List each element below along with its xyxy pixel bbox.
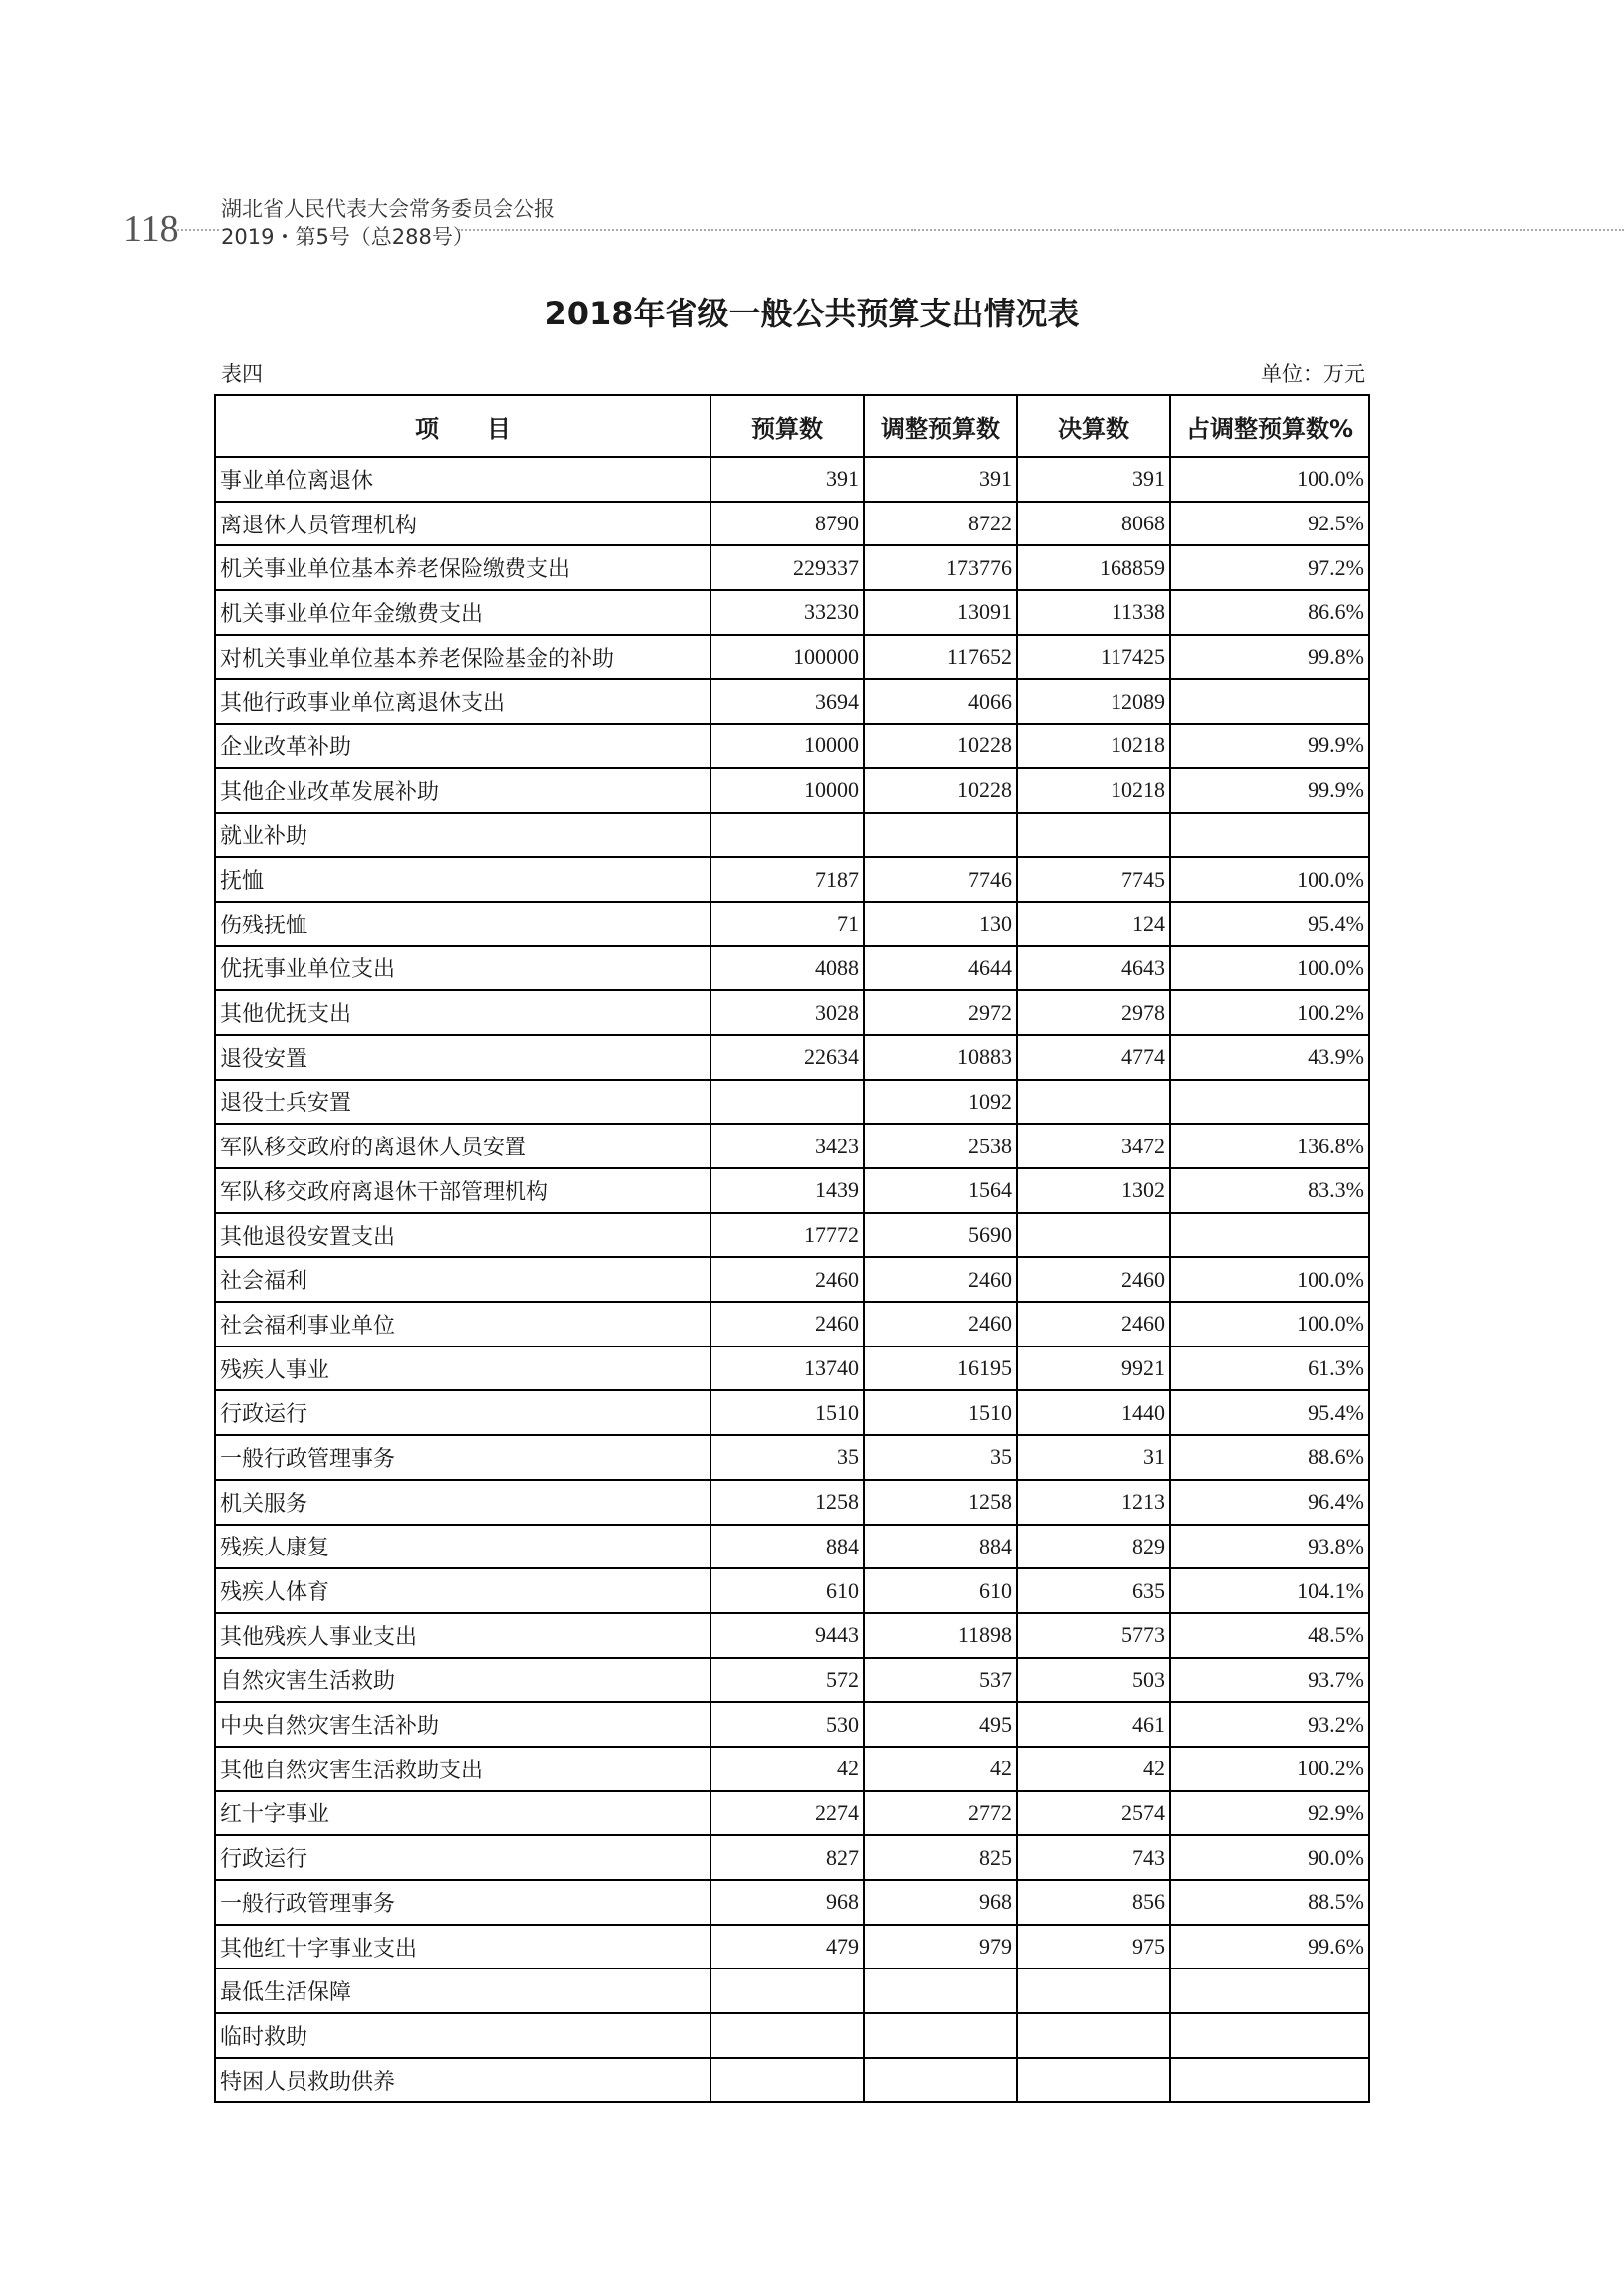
final-cell: 391 [1017,457,1170,502]
percent-cell: 97.2% [1170,545,1369,590]
percent-cell [1170,1080,1369,1125]
table-row [215,1035,1369,1080]
table-row [215,1568,1369,1613]
percent-cell: 99.8% [1170,635,1369,680]
item-name-cell: 其他退役安置支出 [215,1213,710,1258]
adjusted-budget-cell: 495 [864,1702,1017,1747]
table-row [215,1080,1369,1125]
adjusted-budget-cell: 968 [864,1880,1017,1925]
adjusted-budget-cell [864,813,1017,858]
budget-cell: 968 [710,1880,864,1925]
final-cell: 2460 [1017,1257,1170,1302]
final-cell: 3472 [1017,1124,1170,1168]
percent-cell: 93.8% [1170,1525,1369,1569]
item-name-cell: 其他优抚支出 [215,990,710,1035]
table-row [215,1302,1369,1347]
final-cell: 9921 [1017,1347,1170,1391]
adjusted-budget-cell: 7746 [864,857,1017,902]
item-name-cell: 事业单位离退休 [215,457,710,502]
adjusted-budget-cell: 2460 [864,1302,1017,1347]
budget-cell: 1258 [710,1480,864,1525]
table-row [215,1435,1369,1480]
percent-cell: 86.6% [1170,590,1369,635]
budget-cell [710,2013,864,2058]
percent-cell: 92.9% [1170,1791,1369,1836]
final-cell: 7745 [1017,857,1170,902]
table-row [215,1613,1369,1658]
header-divider-left [177,229,219,231]
percent-cell: 99.6% [1170,1925,1369,1969]
final-cell: 1213 [1017,1480,1170,1525]
table-row [215,1747,1369,1791]
adjusted-budget-cell: 2538 [864,1124,1017,1168]
percent-cell: 95.4% [1170,902,1369,946]
adjusted-budget-cell: 4644 [864,946,1017,991]
final-cell: 503 [1017,1658,1170,1703]
budget-cell [710,1080,864,1125]
budget-cell: 71 [710,902,864,946]
adjusted-budget-cell: 2772 [864,1791,1017,1836]
percent-cell: 99.9% [1170,724,1369,768]
adjusted-budget-cell: 5690 [864,1213,1017,1258]
percent-cell: 100.0% [1170,1257,1369,1302]
table-row [215,857,1369,902]
table-row [215,2013,1369,2058]
final-cell: 743 [1017,1835,1170,1880]
final-cell: 4774 [1017,1035,1170,1080]
item-name-cell: 行政运行 [215,1835,710,1880]
header-divider [458,229,1624,231]
issue-number: 2019・第5号（总288号） [221,225,474,249]
final-cell: 10218 [1017,724,1170,768]
table-row [215,1835,1369,1880]
adjusted-budget-cell: 35 [864,1435,1017,1480]
table-row [215,1525,1369,1569]
budget-cell: 42 [710,1747,864,1791]
table-row [215,679,1369,724]
adjusted-budget-cell: 884 [864,1525,1017,1569]
budget-cell: 530 [710,1702,864,1747]
final-cell [1017,813,1170,858]
budget-cell: 3694 [710,679,864,724]
item-name-cell: 残疾人事业 [215,1347,710,1391]
percent-cell: 93.7% [1170,1658,1369,1703]
budget-cell [710,813,864,858]
percent-cell: 92.5% [1170,502,1369,546]
item-name-cell: 行政运行 [215,1390,710,1435]
item-name-cell: 残疾人康复 [215,1525,710,1569]
item-name-cell: 离退休人员管理机构 [215,502,710,546]
percent-cell: 99.9% [1170,768,1369,813]
budget-cell: 827 [710,1835,864,1880]
table-row [215,946,1369,991]
budget-cell: 4088 [710,946,864,991]
budget-cell: 3423 [710,1124,864,1168]
budget-cell [710,1968,864,2013]
percent-cell [1170,2058,1369,2103]
percent-cell: 96.4% [1170,1480,1369,1525]
table-row [215,1480,1369,1525]
budget-cell: 2460 [710,1302,864,1347]
adjusted-budget-cell [864,2013,1017,2058]
expenditure-table [214,394,1370,2103]
final-cell: 856 [1017,1880,1170,1925]
final-cell: 117425 [1017,635,1170,680]
adjusted-budget-cell: 10883 [864,1035,1017,1080]
budget-cell: 391 [710,457,864,502]
adjusted-budget-cell: 825 [864,1835,1017,1880]
budget-cell: 33230 [710,590,864,635]
adjusted-budget-cell: 1258 [864,1480,1017,1525]
budget-cell: 884 [710,1525,864,1569]
percent-cell: 90.0% [1170,1835,1369,1880]
percent-cell [1170,2013,1369,2058]
adjusted-budget-cell: 10228 [864,768,1017,813]
budget-cell: 572 [710,1658,864,1703]
table-row [215,457,1369,502]
adjusted-budget-cell: 10228 [864,724,1017,768]
adjusted-budget-cell: 2972 [864,990,1017,1035]
item-name-cell: 军队移交政府的离退休人员安置 [215,1124,710,1168]
final-cell [1017,2058,1170,2103]
final-cell [1017,1080,1170,1125]
item-name-cell: 残疾人体育 [215,1568,710,1613]
percent-cell: 95.4% [1170,1390,1369,1435]
table-row [215,1390,1369,1435]
adjusted-budget-cell: 11898 [864,1613,1017,1658]
table-row [215,1257,1369,1302]
percent-cell: 88.5% [1170,1880,1369,1925]
percent-cell: 43.9% [1170,1035,1369,1080]
percent-cell: 83.3% [1170,1168,1369,1213]
table-row [215,768,1369,813]
item-name-cell: 退役安置 [215,1035,710,1080]
publication-name: 湖北省人民代表大会常务委员会公报 [221,197,555,221]
budget-cell: 35 [710,1435,864,1480]
adjusted-budget-cell: 1510 [864,1390,1017,1435]
table-row [215,1968,1369,2013]
item-name-cell: 其他自然灾害生活救助支出 [215,1747,710,1791]
budget-cell: 610 [710,1568,864,1613]
item-name-cell: 社会福利 [215,1257,710,1302]
item-name-cell: 退役士兵安置 [215,1080,710,1125]
table-row [215,1213,1369,1258]
item-name-cell: 伤残抚恤 [215,902,710,946]
final-cell: 1440 [1017,1390,1170,1435]
final-cell: 168859 [1017,545,1170,590]
item-name-cell: 其他红十字事业支出 [215,1925,710,1969]
final-cell: 5773 [1017,1613,1170,1658]
table-header-row [215,395,1369,457]
adjusted-budget-cell: 4066 [864,679,1017,724]
budget-cell: 10000 [710,724,864,768]
item-name-cell: 企业改革补助 [215,724,710,768]
col-header-final: 决算数 [1017,395,1170,457]
adjusted-budget-cell: 979 [864,1925,1017,1969]
table-row [215,502,1369,546]
final-cell: 829 [1017,1525,1170,1569]
budget-cell: 1510 [710,1390,864,1435]
adjusted-budget-cell: 391 [864,457,1017,502]
final-cell: 975 [1017,1925,1170,1969]
table-row [215,1791,1369,1836]
item-name-cell: 最低生活保障 [215,1968,710,2013]
final-cell: 2460 [1017,1302,1170,1347]
adjusted-budget-cell [864,2058,1017,2103]
table-row [215,990,1369,1035]
table-row [215,590,1369,635]
percent-cell: 61.3% [1170,1347,1369,1391]
col-header-adjusted: 调整预算数 [864,395,1017,457]
adjusted-budget-cell: 173776 [864,545,1017,590]
final-cell [1017,2013,1170,2058]
percent-cell [1170,1213,1369,1258]
unit-label: 单位：万元 [1261,362,1365,386]
item-name-cell: 一般行政管理事务 [215,1880,710,1925]
budget-cell: 7187 [710,857,864,902]
percent-cell [1170,1968,1369,2013]
item-name-cell: 就业补助 [215,813,710,858]
percent-cell: 48.5% [1170,1613,1369,1658]
adjusted-budget-cell: 2460 [864,1257,1017,1302]
budget-cell: 10000 [710,768,864,813]
col-header-pct: 占调整预算数% [1170,395,1369,457]
item-name-cell: 优抚事业单位支出 [215,946,710,991]
budget-cell: 2460 [710,1257,864,1302]
table-row [215,1925,1369,1969]
budget-cell: 9443 [710,1613,864,1658]
adjusted-budget-cell: 537 [864,1658,1017,1703]
table-row [215,1702,1369,1747]
final-cell: 461 [1017,1702,1170,1747]
final-cell: 1302 [1017,1168,1170,1213]
final-cell: 2978 [1017,990,1170,1035]
adjusted-budget-cell: 16195 [864,1347,1017,1391]
table-row [215,545,1369,590]
page-number: 118 [123,208,179,250]
budget-cell: 8790 [710,502,864,546]
item-name-cell: 机关事业单位基本养老保险缴费支出 [215,545,710,590]
page-title: 2018年省级一般公共预算支出情况表 [544,295,1080,332]
item-name-cell: 抚恤 [215,857,710,902]
item-name-cell: 对机关事业单位基本养老保险基金的补助 [215,635,710,680]
table-row [215,2058,1369,2103]
adjusted-budget-cell: 1092 [864,1080,1017,1125]
final-cell: 12089 [1017,679,1170,724]
percent-cell: 93.2% [1170,1702,1369,1747]
final-cell: 42 [1017,1747,1170,1791]
final-cell [1017,1213,1170,1258]
item-name-cell: 其他企业改革发展补助 [215,768,710,813]
final-cell: 31 [1017,1435,1170,1480]
percent-cell [1170,679,1369,724]
final-cell: 8068 [1017,502,1170,546]
budget-cell: 17772 [710,1213,864,1258]
budget-cell: 2274 [710,1791,864,1836]
budget-cell: 13740 [710,1347,864,1391]
final-cell: 2574 [1017,1791,1170,1836]
percent-cell: 136.8% [1170,1124,1369,1168]
table-row [215,813,1369,858]
item-name-cell: 中央自然灾害生活补助 [215,1702,710,1747]
item-name-cell: 临时救助 [215,2013,710,2058]
adjusted-budget-cell: 13091 [864,590,1017,635]
item-name-cell: 其他行政事业单位离退休支出 [215,679,710,724]
table-row [215,1658,1369,1703]
final-cell: 124 [1017,902,1170,946]
item-name-cell: 特困人员救助供养 [215,2058,710,2103]
budget-cell: 100000 [710,635,864,680]
budget-cell: 1439 [710,1168,864,1213]
table-row [215,635,1369,680]
table-row [215,1168,1369,1213]
adjusted-budget-cell: 42 [864,1747,1017,1791]
adjusted-budget-cell: 8722 [864,502,1017,546]
table-label: 表四 [221,362,263,386]
budget-cell: 3028 [710,990,864,1035]
budget-cell: 479 [710,1925,864,1969]
percent-cell: 100.2% [1170,990,1369,1035]
adjusted-budget-cell: 117652 [864,635,1017,680]
adjusted-budget-cell: 610 [864,1568,1017,1613]
percent-cell: 100.0% [1170,946,1369,991]
table-row [215,1880,1369,1925]
budget-cell [710,2058,864,2103]
item-name-cell: 机关服务 [215,1480,710,1525]
final-cell: 11338 [1017,590,1170,635]
percent-cell: 104.1% [1170,1568,1369,1613]
adjusted-budget-cell: 1564 [864,1168,1017,1213]
final-cell [1017,1968,1170,2013]
adjusted-budget-cell: 130 [864,902,1017,946]
table-row [215,1124,1369,1168]
table-row [215,902,1369,946]
item-name-cell: 社会福利事业单位 [215,1302,710,1347]
item-name-cell: 自然灾害生活救助 [215,1658,710,1703]
final-cell: 4643 [1017,946,1170,991]
percent-cell: 100.0% [1170,457,1369,502]
table-row [215,1347,1369,1391]
final-cell: 635 [1017,1568,1170,1613]
table-body [215,457,1369,2102]
percent-cell: 100.0% [1170,1302,1369,1347]
item-name-cell: 其他残疾人事业支出 [215,1613,710,1658]
final-cell: 10218 [1017,768,1170,813]
percent-cell [1170,813,1369,858]
item-name-cell: 机关事业单位年金缴费支出 [215,590,710,635]
budget-cell: 229337 [710,545,864,590]
percent-cell: 100.0% [1170,857,1369,902]
table-row [215,724,1369,768]
percent-cell: 88.6% [1170,1435,1369,1480]
item-name-cell: 红十字事业 [215,1791,710,1836]
percent-cell: 100.2% [1170,1747,1369,1791]
adjusted-budget-cell [864,1968,1017,2013]
col-header-budget: 预算数 [710,395,864,457]
item-name-cell: 军队移交政府离退休干部管理机构 [215,1168,710,1213]
col-header-item: 项 目 [215,395,710,457]
budget-cell: 22634 [710,1035,864,1080]
item-name-cell: 一般行政管理事务 [215,1435,710,1480]
